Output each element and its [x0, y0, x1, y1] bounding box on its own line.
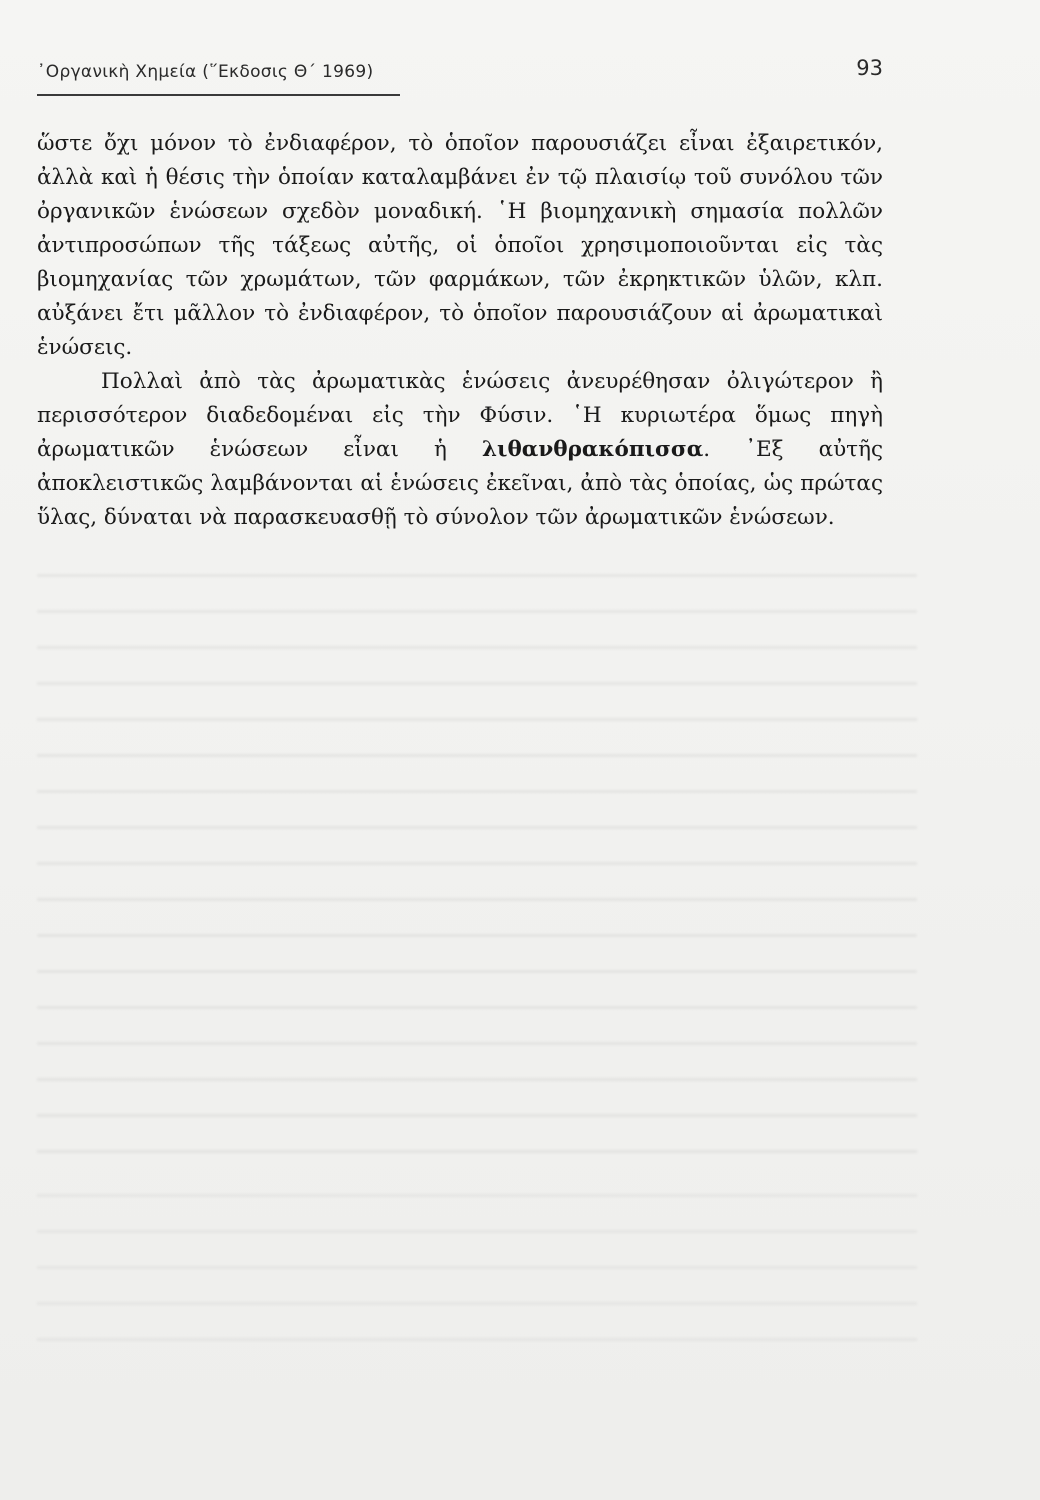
paragraph-2-start: Πολλαὶ ἀπὸ τὰς ἀρωματικὰς ἑνώσεις ἀνευρέθησαν ὀλιγώτερον ἢ περισσότερον διαδεδομέναι εἰς τὴν Φύσιν. ῾Η κυριωτέρα ὅμως πηγὴ ἀρωματικῶν ἑνώσεων εἶναι ἡ: [37, 369, 883, 462]
page-number: 93: [856, 56, 883, 80]
header-rule: [37, 94, 400, 96]
show-through-text-lower: [37, 1180, 917, 1370]
show-through-text: [37, 560, 917, 1180]
page-header: [37, 56, 883, 90]
paragraph-2: [37, 365, 883, 535]
paragraph-2-end: . ᾿Εξ αὐτῆς ἀποκλειστικῶς λαμβάνονται αἱ ἑνώσεις ἐκεῖναι, ἀπὸ τὰς ὁποίας, ὡς πρώτας ὕλας, δύναται νὰ παρασκευασθῇ τὸ σύνολον τῶν ἀρωματικῶν ἑνώσεων.: [37, 437, 883, 530]
body-text: [37, 127, 883, 535]
keyword-coal-tar: λιθανθρακόπισσα: [481, 437, 704, 462]
paragraph-1: ὥστε ὄχι μόνον τὸ ἐνδιαφέρον, τὸ ὁποῖον παρουσιάζει εἶναι ἐξαιρετικόν, ἀλλὰ καὶ ἡ θέσις τὴν ὁποίαν καταλαμβάνει ἐν τῷ πλαισίῳ τοῦ συνόλου τῶν ὀργανικῶν ἑνώσεων σχεδὸν μοναδική. ῾Η βιομηχανικὴ σημασία πολλῶν ἀντιπροσώπων τῆς τάξεως αὐτῆς, οἱ ὁποῖοι χρησιμοποιοῦνται εἰς τὰς βιομηχανίας τῶν χρωμάτων, τῶν φαρμάκων, τῶν ἐκρηκτικῶν ὑλῶν, κλπ. αὐξάνει ἔτι μᾶλλον τὸ ἐνδιαφέρον, τὸ ὁποῖον παρουσιάζουν αἱ ἀρωματικαὶ ἑνώσεις.: [37, 131, 883, 360]
running-head: ᾿Οργανικὴ Χημεία (῞Εκδοσις Θ´ 1969): [37, 62, 374, 82]
